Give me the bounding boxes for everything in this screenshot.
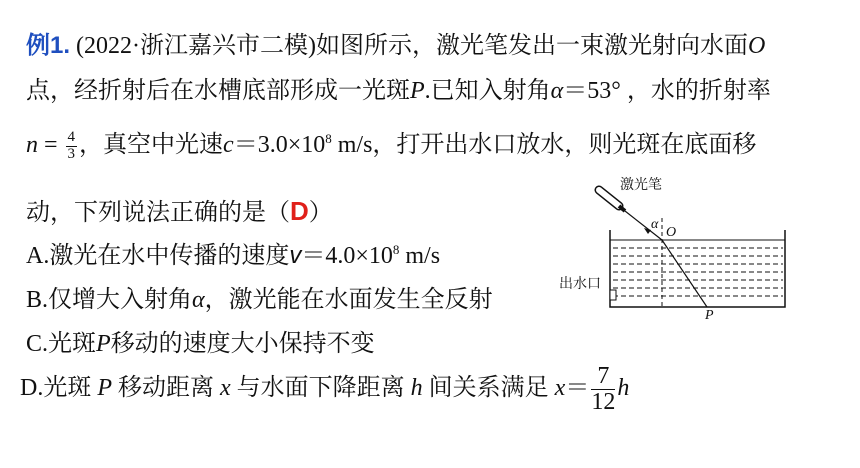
- question-label: 例1.: [26, 32, 71, 59]
- question-text-2a: 点，经折射后在水槽底部形成一光斑: [26, 78, 410, 104]
- option-a-value: ＝4.0×10: [301, 243, 393, 269]
- fraction-numerator: 4: [67, 129, 76, 146]
- velocity-symbol: v: [289, 242, 302, 269]
- water-tank-diagram: [555, 172, 825, 322]
- refracted-ray: [662, 240, 707, 307]
- option-d-denominator: 12: [591, 388, 616, 415]
- question-text-4a: 动，下列说法正确的是（: [26, 200, 290, 226]
- outlet-icon: [610, 290, 616, 300]
- option-a: [26, 241, 440, 271]
- option-d-text-4: 间关系满足: [422, 375, 555, 401]
- question-text-3b: ＝3.0×10: [233, 132, 326, 158]
- question-line-4: [26, 196, 333, 228]
- question-text-3a: ，真空中光速: [79, 132, 224, 158]
- question-text-1: (2022·浙江嘉兴市二模)如图所示，激光笔发出一束激光射向水面: [70, 33, 748, 59]
- option-a-unit: m/s: [399, 243, 441, 269]
- option-d-equals: ＝: [565, 375, 590, 401]
- water-hatching: [610, 240, 785, 296]
- diagram-o-label: O: [666, 225, 677, 240]
- option-d-x: x: [220, 375, 231, 401]
- option-b: [26, 285, 493, 315]
- laser-pen-label: 激光笔: [620, 176, 662, 192]
- option-d: [20, 363, 629, 415]
- option-a-text: A.激光在水中传播的速度: [26, 243, 290, 269]
- option-b-alpha: α: [192, 287, 205, 313]
- diagram-p-label: P: [705, 308, 714, 322]
- diagram-alpha-label: α: [651, 217, 659, 232]
- light-speed-symbol: c: [223, 132, 234, 158]
- question-text-3d: m/s，打开出水口放水，则光斑在底面移: [331, 132, 757, 158]
- refractive-index-fraction: [66, 130, 78, 163]
- option-b-text-2: ，激光能在水面发生全反射: [204, 287, 493, 313]
- option-d-text-2: 移动距离: [112, 375, 221, 401]
- option-c: [26, 329, 375, 359]
- question-line-2: [26, 76, 771, 106]
- option-d-h: h: [410, 375, 423, 401]
- option-d-h2: h: [617, 375, 630, 401]
- option-c-text: C.光斑: [26, 331, 97, 357]
- question-text-4b: ）: [308, 200, 333, 226]
- question-line-3: [26, 130, 756, 163]
- option-c-p: P: [96, 331, 111, 357]
- refractive-index-symbol: n: [26, 132, 38, 158]
- question-text-2c: ＝53° ，水的折射率: [563, 78, 771, 104]
- option-b-text: B.仅增大入射角: [26, 287, 193, 313]
- fraction-denominator: 3: [67, 145, 76, 162]
- option-d-text: D.光斑: [20, 375, 98, 401]
- option-a-exponent: 8: [392, 242, 400, 257]
- angle-alpha: α: [550, 78, 564, 104]
- option-d-text-3: 与水面下降距离: [230, 375, 411, 401]
- option-c-text-2: 移动的速度大小保持不变: [110, 331, 375, 357]
- question-line-1: [26, 31, 765, 61]
- exponent: 8: [325, 131, 332, 146]
- laser-pen-icon: [599, 190, 625, 211]
- question-text-2b: .已知入射角: [424, 78, 551, 104]
- point-p: P: [410, 78, 425, 104]
- option-d-numerator: 7: [591, 364, 615, 390]
- equals-sign: =: [38, 132, 64, 158]
- tank-outline: [610, 230, 785, 307]
- outlet-label: 出水口: [559, 275, 601, 291]
- option-d-fraction: [591, 364, 615, 415]
- point-o: O: [748, 33, 766, 59]
- answer-mark: D: [290, 196, 309, 226]
- option-d-p: P: [97, 375, 113, 401]
- option-d-x2: x: [554, 375, 566, 401]
